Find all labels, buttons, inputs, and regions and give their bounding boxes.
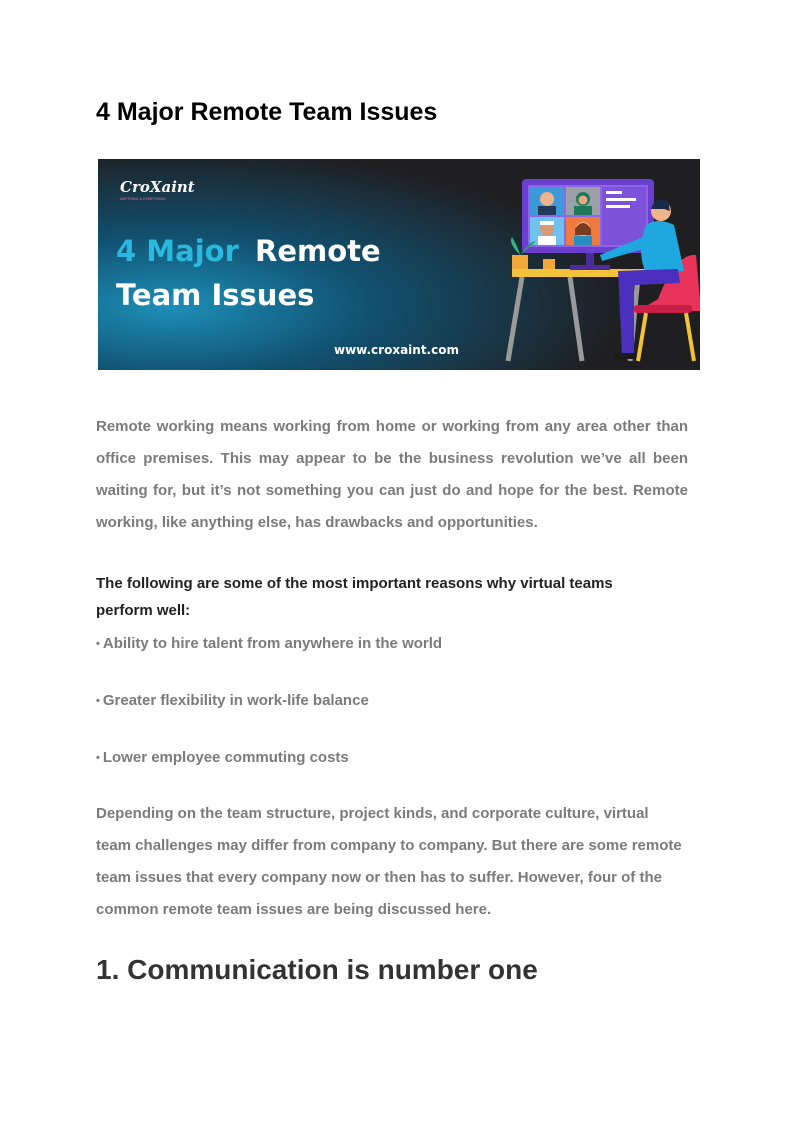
list-item-text: Greater flexibility in work-life balance (102, 692, 369, 709)
banner-headline-line1 (116, 234, 381, 268)
intro-paragraph: Remote working means working from home or working from any area other than office premises. This may appear to be the business revolution we’ve all been waiting for, but it’s not something you can just do and hope for the best. Remote working, like anything else, has drawbacks and opportunities. (96, 418, 688, 531)
list-item-text: Lower employee commuting costs (102, 749, 349, 766)
banner-headline-accent: 4 Major (116, 234, 239, 268)
reasons-heading: The following are some of the most important reasons why virtual teams perform well: (96, 575, 613, 619)
logo-text: CroXaint (120, 178, 195, 196)
banner-headline-rest: Remote (254, 234, 381, 268)
bullet-icon: • (96, 695, 100, 707)
bullet-icon: • (96, 638, 100, 650)
list-item (96, 691, 369, 711)
banner-website: www.croxaint.com (334, 343, 459, 357)
bullet-icon: • (96, 752, 100, 764)
list-item (96, 748, 349, 768)
list-item (96, 634, 442, 654)
challenges-paragraph: Depending on the team structure, project kinds, and corporate culture, virtual team challenges may differ from company to company. But there are some remote team issues that every company now or then has to suffer. However, four of the common remote team issues are being discussed here. (96, 805, 682, 918)
banner-image (98, 159, 700, 370)
list-item-text: Ability to hire talent from anywhere in the world (102, 635, 443, 652)
page-title: 4 Major Remote Team Issues (96, 98, 438, 126)
banner-headline-line2: Team Issues (116, 278, 315, 312)
logo-tagline: ANYTHING & EVERYTHING (120, 197, 166, 201)
section-heading: 1. Communication is number one (96, 954, 538, 985)
